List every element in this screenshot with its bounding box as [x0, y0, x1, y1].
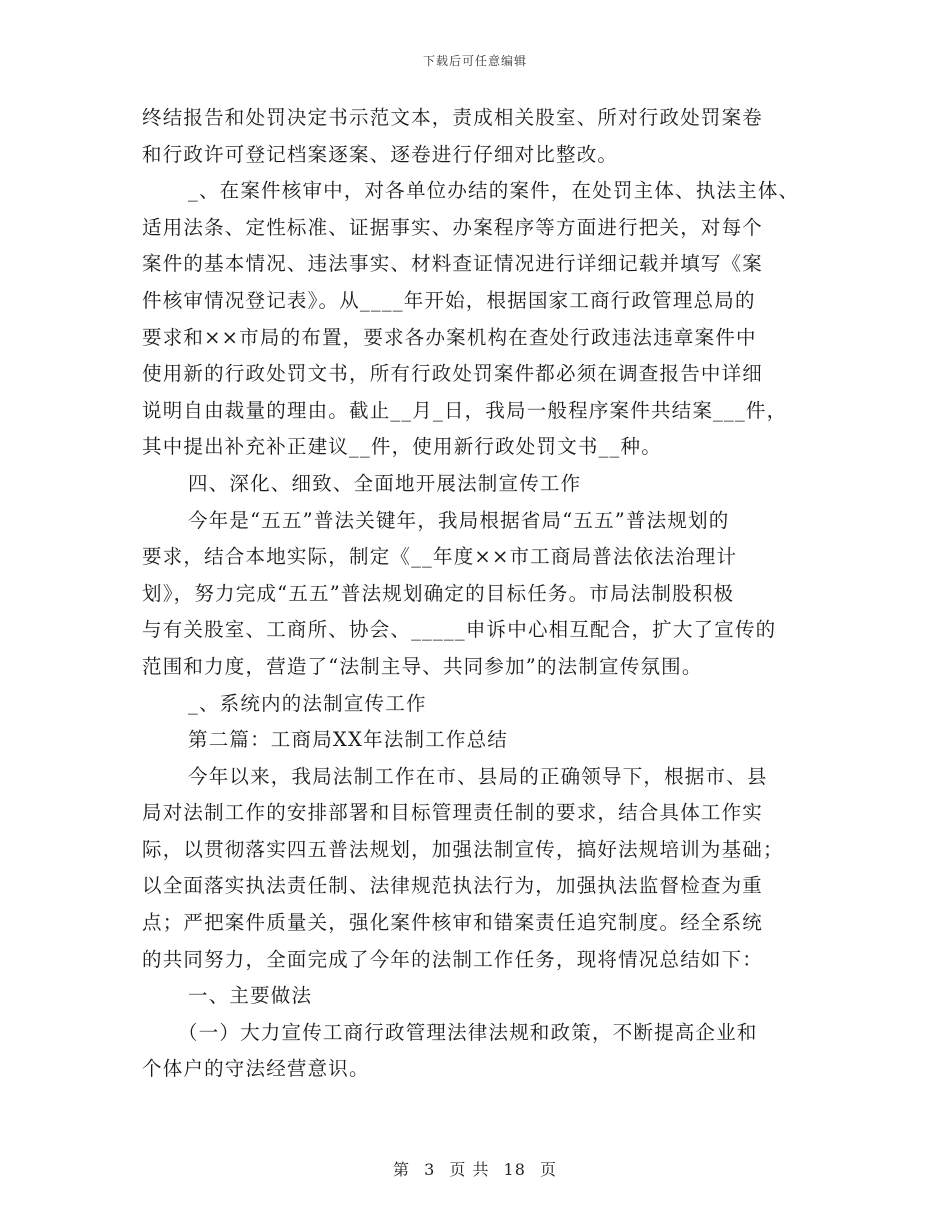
footer-total-pages: 18: [503, 1160, 526, 1179]
body-line: 终结报告和处罚决定书示范文本，责成相关股室、所对行政处罚案卷: [142, 106, 764, 129]
body-line: 案件的基本情况、违法事实、材料查证情况进行详细记载并填写《案: [142, 252, 764, 276]
body-line: 际，以贯彻落实四五普法规划，加强法制宣传，搞好法规培训为基础；: [142, 837, 784, 861]
body-line: 个体户的守法经营意识。: [142, 1057, 370, 1081]
body-line: 和行政许可登记档案逐案、逐卷进行仔细对比整改。: [142, 142, 619, 166]
section-heading: _、系统内的法制宣传工作: [188, 691, 427, 715]
footer-page-number: 3: [424, 1160, 436, 1179]
footer-prefix: 第: [392, 1160, 410, 1179]
footer-suffix: 页: [540, 1160, 558, 1179]
page-header: 下载后可任意编辑: [422, 54, 527, 68]
document-body: [142, 100, 822, 1088]
body-line: 局对法制工作的安排部署和目标管理责任制的要求，结合具体工作实: [142, 801, 764, 825]
body-line: 要求，结合本地实际，制定《__年度××市工商局普法依法治理计: [142, 545, 738, 569]
body-line: 以全面落实执法责任制、法律规范执法行为，加强执法监督检查为重: [142, 874, 764, 898]
body-line: _、在案件核审中，对各单位办结的案件，在处罚主体、执法主体、: [188, 179, 800, 203]
section-heading: 一、主要做法: [188, 984, 313, 1008]
page-footer: [0, 1157, 950, 1180]
body-line: 划》，努力完成“五五”普法规划确定的目标任务。市局法制股积极: [142, 581, 735, 605]
body-line: 适用法条、定性标准、证据事实、办案程序等方面进行把关，对每个: [142, 215, 764, 239]
chapter-title: 第二篇：工商局XX年法制工作总结: [188, 728, 508, 752]
body-line: 范围和力度，营造了“法制主导、共同参加”的法制宣传氛围。: [142, 654, 703, 678]
body-line: 点；严把案件质量关，强化案件核审和错案责任追究制度。经全系统: [142, 911, 764, 935]
body-line: 使用新的行政处罚文书，所有行政处罚案件都必须在调查报告中详细: [142, 362, 764, 386]
footer-middle: 页 共: [449, 1160, 490, 1179]
body-line: 说明自由裁量的理由。截止__月_日，我局一般程序案件共结案___件，: [142, 398, 788, 422]
body-line: 今年以来，我局法制工作在市、县局的正确领导下，根据市、县: [188, 764, 768, 788]
subsection-heading: （一）大力宣传工商行政管理法律法规和政策，不断提高企业和: [178, 1020, 758, 1044]
body-line: 要求和××市局的布置，要求各办案机构在查处行政违法违章案件中: [142, 325, 757, 349]
body-line: 的共同努力，全面完成了今年的法制工作任务，现将情况总结如下：: [142, 947, 764, 971]
body-line: 与有关股室、工商所、协会、_____申诉中心相互配合，扩大了宣传的: [142, 618, 777, 642]
body-line: 今年是“五五”普法关键年，我局根据省局“五五”普法规划的: [188, 508, 730, 532]
body-line: 其中提出补充补正建议__件，使用新行政处罚文书__种。: [142, 435, 662, 459]
body-line: 件核审情况登记表》。从____年开始，根据国家工商行政管理总局的: [142, 288, 756, 312]
section-heading: 四、深化、细致、全面地开展法制宣传工作: [188, 471, 582, 495]
